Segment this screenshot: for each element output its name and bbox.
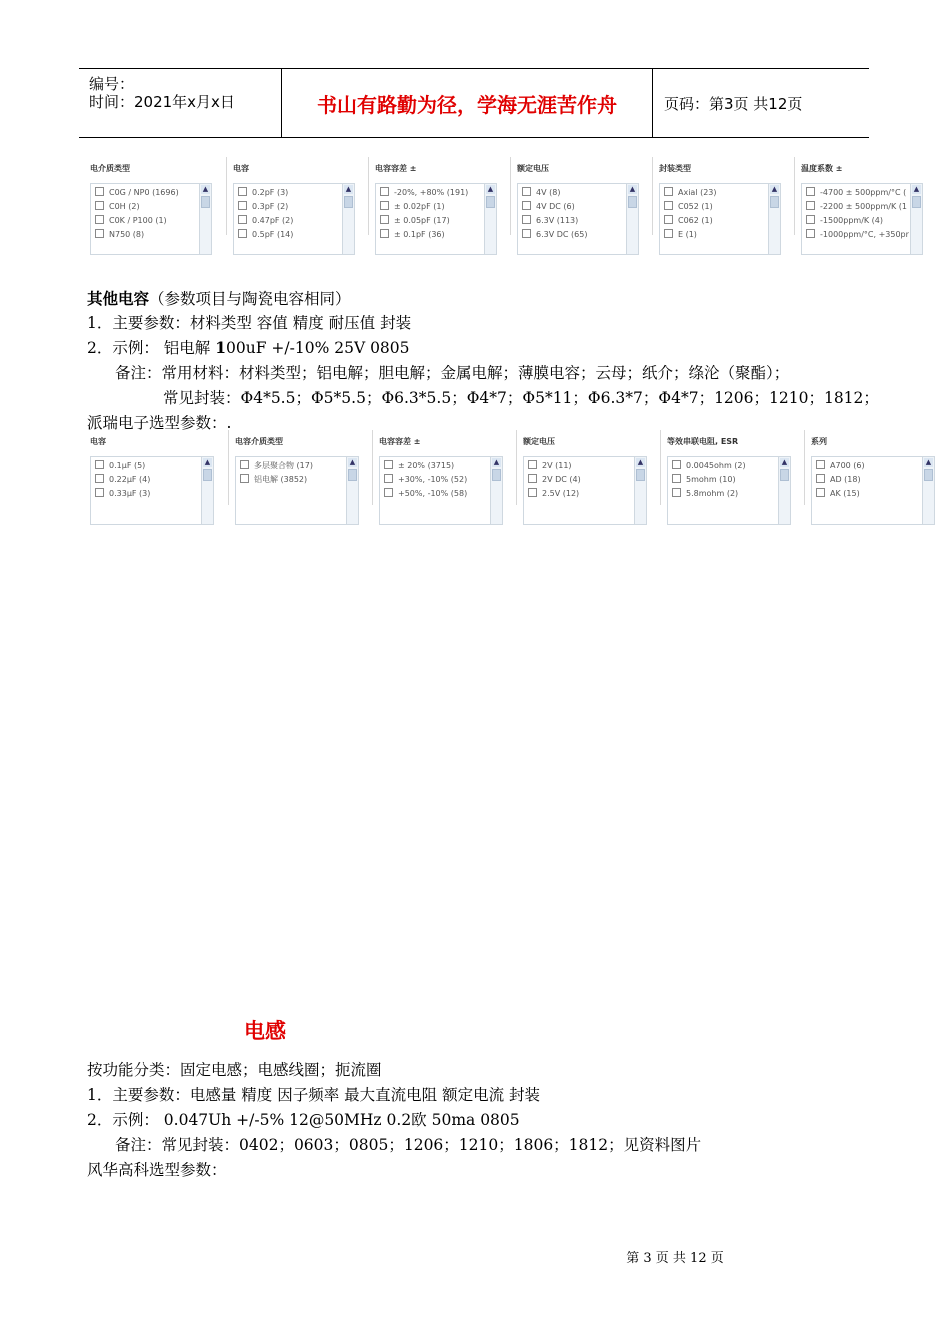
filter-option — [238, 201, 288, 211]
filter-option-label: ± 20% (3715) — [398, 461, 455, 470]
checkbox-icon — [664, 201, 673, 210]
scrollbar — [634, 457, 646, 524]
scroll-thumb — [780, 469, 789, 481]
filter-option-label: +50%, -10% (58) — [398, 489, 468, 498]
checkbox-icon — [95, 488, 104, 497]
scrollbar — [342, 184, 354, 254]
other-caps-filter-screenshot — [84, 430, 936, 505]
filter-option-label: E (1) — [678, 230, 697, 239]
checkbox-icon — [380, 201, 389, 210]
filter-panel-title: 等效串联电阻, ESR — [667, 437, 739, 446]
checkbox-icon — [380, 229, 389, 238]
filter-option-list — [233, 183, 355, 255]
filter-option — [384, 474, 467, 484]
filter-panel — [372, 430, 511, 505]
filter-option-list — [90, 456, 214, 525]
filter-option — [384, 488, 467, 498]
filter-option-list — [811, 456, 935, 525]
scrollbar — [199, 184, 211, 254]
filter-option — [806, 201, 907, 211]
filter-option-label: 0.22µF (4) — [109, 475, 151, 484]
checkbox-icon — [238, 187, 247, 196]
other-caps-heading: 其他电容 — [87, 289, 150, 308]
inductor-vendor: 风华高科选型参数： — [87, 1161, 227, 1179]
filter-panel-title: 额定电压 — [523, 437, 555, 446]
filter-option — [240, 474, 307, 485]
filter-panel-title: 电容 — [90, 437, 106, 446]
filter-option — [238, 215, 293, 225]
filter-option — [806, 229, 909, 239]
filter-panel — [510, 157, 647, 239]
filter-option — [522, 229, 587, 239]
checkbox-icon — [522, 229, 531, 238]
filter-option — [522, 215, 578, 225]
filter-option-label: +30%, -10% (52) — [398, 475, 468, 484]
checkbox-icon — [528, 488, 537, 497]
page-header — [79, 68, 869, 138]
checkbox-icon — [816, 488, 825, 497]
filter-option — [806, 215, 883, 225]
scroll-up-icon: ▲ — [487, 185, 494, 193]
filter-panel — [226, 157, 363, 239]
inductor-heading: 电感 — [244, 1019, 286, 1043]
other-caps-params: 1．主要参数：材料类型 容值 精度 耐压值 封装 — [87, 314, 412, 332]
checkbox-icon — [806, 229, 815, 238]
filter-panel-title: 额定电压 — [517, 164, 549, 173]
example-prefix: 2．示例： 铝电解 — [87, 339, 216, 357]
filter-option-label: Axial (23) — [678, 188, 717, 197]
filter-option — [240, 460, 313, 471]
filter-option — [806, 187, 906, 197]
filter-panel — [84, 157, 220, 239]
scroll-thumb — [348, 469, 357, 481]
scroll-up-icon: ▲ — [913, 185, 920, 193]
filter-option-label: 0.1µF (5) — [109, 461, 146, 470]
filter-option-label: 4V (8) — [536, 188, 561, 197]
filter-option — [664, 229, 697, 239]
filter-panel — [516, 430, 655, 505]
filter-option — [664, 201, 713, 211]
filter-option-label: ± 0.05pF (17) — [394, 216, 450, 225]
checkbox-icon — [238, 229, 247, 238]
filter-option — [672, 474, 736, 484]
scroll-up-icon: ▲ — [345, 185, 352, 193]
number-label: 编号： — [89, 75, 135, 93]
other-caps-vendor: 派瑞电子选型参数：. — [87, 414, 232, 432]
checkbox-icon — [384, 460, 393, 469]
inductor-note: 备注：常见封装：0402；0603；0805；1206；1210；1806；1812；见资料图片 — [115, 1136, 702, 1154]
checkbox-icon — [380, 215, 389, 224]
checkbox-icon — [528, 460, 537, 469]
page-number-label: 页码：第3页 共12页 — [664, 95, 803, 113]
inductor-example: 2．示例： 0.047Uh +/-5% 12@50MHz 0.2欧 50ma 0805 — [87, 1111, 520, 1129]
scroll-thumb — [486, 196, 495, 208]
filter-panel-title: 系列 — [811, 437, 827, 446]
header-motto: 书山有路勤为径，学海无涯苦作舟 — [282, 69, 653, 137]
filter-option — [95, 215, 167, 225]
filter-option-label: 0.5pF (14) — [252, 230, 294, 239]
example-bold-digit: 1 — [215, 338, 227, 357]
filter-panel — [84, 430, 222, 505]
filter-option-label: C0H (2) — [109, 202, 140, 211]
filter-panel-title: 封装类型 — [659, 164, 691, 173]
scroll-up-icon: ▲ — [349, 458, 356, 466]
checkbox-icon — [95, 187, 104, 196]
checkbox-icon — [528, 474, 537, 483]
filter-option — [816, 460, 865, 470]
scroll-thumb — [203, 469, 212, 481]
checkbox-icon — [664, 215, 673, 224]
checkbox-icon — [664, 229, 673, 238]
checkbox-icon — [672, 488, 681, 497]
checkbox-icon — [816, 474, 825, 483]
scrollbar — [626, 184, 638, 254]
scrollbar — [778, 457, 790, 524]
filter-option-label: -1500ppm/K (4) — [820, 216, 884, 225]
filter-option-label: 多层聚合物 (17) — [254, 461, 313, 470]
filter-option-label: 2.5V (12) — [542, 489, 580, 498]
scroll-thumb — [924, 469, 933, 481]
filter-option-list — [523, 456, 647, 525]
filter-option-label: ± 0.02pF (1) — [394, 202, 445, 211]
filter-option-label: 6.3V DC (65) — [536, 230, 588, 239]
filter-option-label: 0.0045ohm (2) — [686, 461, 746, 470]
checkbox-icon — [672, 474, 681, 483]
filter-option — [664, 187, 717, 197]
filter-option-list — [659, 183, 781, 255]
filter-option-label: 0.2pF (3) — [252, 188, 289, 197]
example-rest: 00uF +/-10% 25V 0805 — [226, 339, 410, 357]
filter-option-label: C062 (1) — [678, 216, 713, 225]
filter-panel-title: 电容容差 ± — [375, 164, 417, 173]
filter-option — [238, 187, 288, 197]
filter-option-label: -4700 ± 500ppm/°C ( — [820, 188, 907, 197]
checkbox-icon — [240, 460, 249, 469]
filter-panel — [652, 157, 789, 239]
filter-option-label: ± 0.1pF (36) — [394, 230, 445, 239]
checkbox-icon — [664, 187, 673, 196]
filter-option-label: N750 (8) — [109, 230, 145, 239]
filter-option — [380, 187, 468, 197]
checkbox-icon — [384, 488, 393, 497]
scroll-up-icon: ▲ — [771, 185, 778, 193]
filter-option — [95, 229, 144, 239]
checkbox-icon — [95, 215, 104, 224]
filter-option-label: 2V DC (4) — [542, 475, 581, 484]
filter-panel-title: 电容 — [233, 164, 249, 173]
filter-option-list — [375, 183, 497, 255]
scroll-up-icon: ▲ — [629, 185, 636, 193]
other-caps-example — [87, 336, 410, 358]
filter-option-list — [517, 183, 639, 255]
filter-option — [95, 187, 179, 197]
filter-panel — [794, 157, 931, 239]
scroll-thumb — [636, 469, 645, 481]
filter-option — [95, 488, 150, 498]
filter-option-label: -2200 ± 500ppm/K (1 — [820, 202, 907, 211]
header-meta-cell — [79, 69, 282, 137]
other-caps-heading-line — [87, 287, 351, 309]
scrollbar — [484, 184, 496, 254]
filter-panel — [368, 157, 505, 239]
filter-option-label: 4V DC (6) — [536, 202, 575, 211]
filter-option-label: AK (15) — [830, 489, 860, 498]
filter-panel-title: 电介质类型 — [90, 164, 130, 173]
filter-option-label: -1000ppm/°C, +350pr — [820, 230, 909, 239]
filter-option-list — [667, 456, 791, 525]
checkbox-icon — [95, 229, 104, 238]
scroll-up-icon: ▲ — [204, 458, 211, 466]
filter-option-list — [90, 183, 212, 255]
filter-option — [528, 474, 581, 484]
scrollbar — [768, 184, 780, 254]
filter-option — [95, 460, 145, 470]
filter-option-list — [235, 456, 359, 525]
filter-option — [380, 201, 445, 211]
checkbox-icon — [238, 215, 247, 224]
filter-panel-title: 电容介质类型 — [235, 437, 283, 446]
filter-option-label: 6.3V (113) — [536, 216, 579, 225]
filter-option — [672, 460, 746, 470]
footer-page-number: 第 3 页 共 12 页 — [626, 1251, 724, 1266]
scrollbar — [910, 184, 922, 254]
filter-option — [664, 215, 713, 225]
checkbox-icon — [672, 460, 681, 469]
checkbox-icon — [380, 187, 389, 196]
checkbox-icon — [806, 187, 815, 196]
filter-option-label: A700 (6) — [830, 461, 865, 470]
scroll-thumb — [770, 196, 779, 208]
filter-option — [816, 488, 860, 498]
filter-option-label: C052 (1) — [678, 202, 713, 211]
filter-option — [384, 460, 454, 470]
scroll-thumb — [344, 196, 353, 208]
scroll-thumb — [201, 196, 210, 208]
checkbox-icon — [384, 474, 393, 483]
ceramic-filter-screenshot — [84, 157, 920, 239]
scroll-thumb — [628, 196, 637, 208]
filter-option-label: AD (18) — [830, 475, 861, 484]
filter-option — [522, 187, 560, 197]
checkbox-icon — [806, 201, 815, 210]
filter-option — [380, 215, 450, 225]
filter-panel — [660, 430, 799, 505]
filter-option-label: 铝电解 (3852) — [254, 475, 308, 484]
filter-option-label: 0.47pF (2) — [252, 216, 294, 225]
filter-option-label: C0G / NP0 (1696) — [109, 188, 179, 197]
filter-option — [380, 229, 445, 239]
scroll-thumb — [912, 196, 921, 208]
filter-panel-title: 电容容差 ± — [379, 437, 421, 446]
filter-option-list — [379, 456, 503, 525]
filter-panel-title: 温度系数 ± — [801, 164, 843, 173]
inductor-classify: 按功能分类：固定电感；电感线圈；扼流圈 — [87, 1061, 382, 1079]
scroll-up-icon: ▲ — [493, 458, 500, 466]
inductor-params: 1．主要参数：电感量 精度 因子频率 最大直流电阻 额定电流 封装 — [87, 1086, 540, 1104]
filter-option-label: C0K / P100 (1) — [109, 216, 167, 225]
scrollbar — [922, 457, 934, 524]
scrollbar — [490, 457, 502, 524]
filter-option — [528, 460, 572, 470]
filter-option-label: 0.3pF (2) — [252, 202, 289, 211]
checkbox-icon — [806, 215, 815, 224]
filter-option-label: 5.8mohm (2) — [686, 489, 739, 498]
checkbox-icon — [816, 460, 825, 469]
scroll-up-icon: ▲ — [781, 458, 788, 466]
scrollbar — [346, 457, 358, 524]
filter-option — [522, 201, 575, 211]
checkbox-icon — [95, 460, 104, 469]
scroll-thumb — [492, 469, 501, 481]
checkbox-icon — [522, 187, 531, 196]
checkbox-icon — [522, 201, 531, 210]
other-caps-heading-note: （参数项目与陶瓷电容相同） — [149, 290, 351, 308]
checkbox-icon — [238, 201, 247, 210]
filter-option — [95, 474, 150, 484]
checkbox-icon — [240, 474, 249, 483]
filter-option-label: -20%, +80% (191) — [394, 188, 469, 197]
filter-option — [238, 229, 293, 239]
scroll-up-icon: ▲ — [202, 185, 209, 193]
filter-option — [95, 201, 140, 211]
filter-option-label: 2V (11) — [542, 461, 572, 470]
other-caps-note-packages: 常见封装：Φ4*5.5；Φ5*5.5；Φ6.3*5.5；Φ4*7；Φ5*11；Φ6.3*7；Φ4*7；1206；1210；1812； — [163, 389, 879, 407]
filter-option — [528, 488, 579, 498]
filter-option-list — [801, 183, 923, 255]
other-caps-note-materials: 备注：常用材料：材料类型；铝电解；胆电解；金属电解；薄膜电容；云母；纸介；绦沦（聚酯）； — [115, 364, 790, 382]
filter-panel — [228, 430, 367, 505]
filter-option — [672, 488, 738, 498]
page-footer — [0, 1247, 950, 1266]
time-label: 时间：2021年x月x日 — [89, 93, 235, 111]
filter-option-label: 5mohm (10) — [686, 475, 736, 484]
filter-panel — [804, 430, 943, 505]
checkbox-icon — [95, 201, 104, 210]
filter-option — [816, 474, 861, 484]
checkbox-icon — [95, 474, 104, 483]
checkbox-icon — [522, 215, 531, 224]
scrollbar — [201, 457, 213, 524]
filter-option-label: 0.33µF (3) — [109, 489, 151, 498]
scroll-up-icon: ▲ — [637, 458, 644, 466]
scroll-up-icon: ▲ — [925, 458, 932, 466]
